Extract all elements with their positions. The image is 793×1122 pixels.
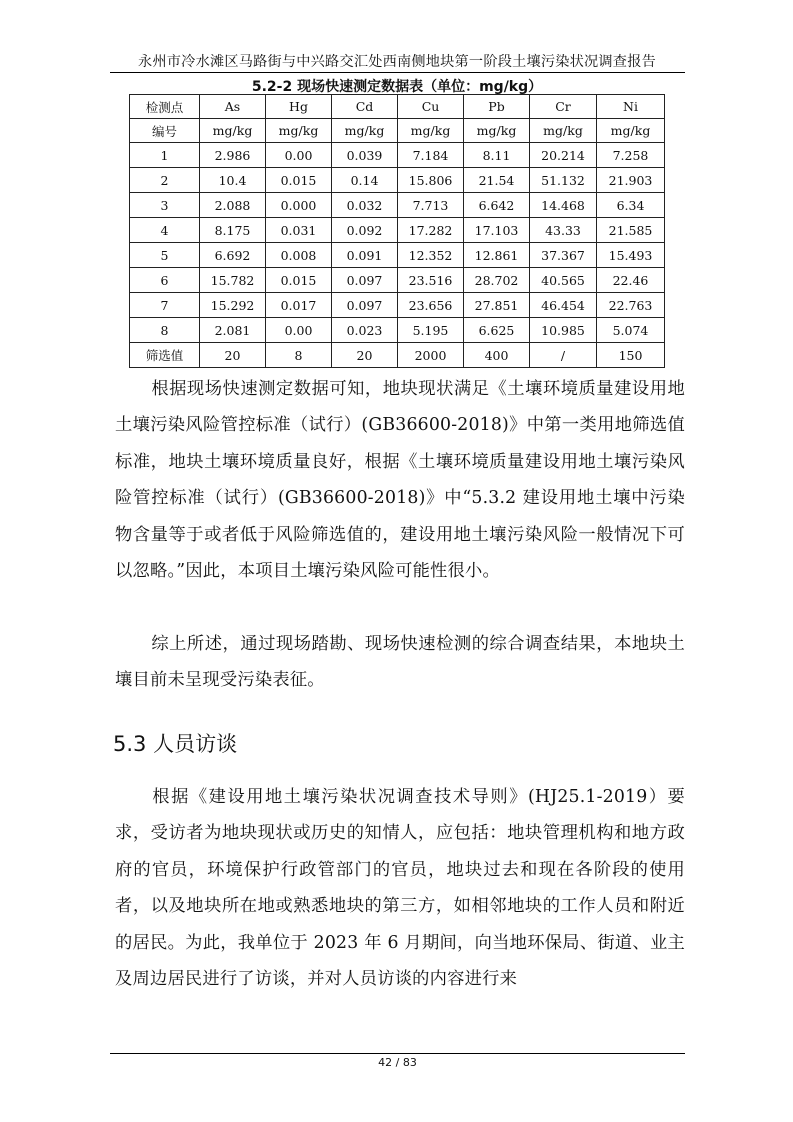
table-cell: 21.54 (464, 168, 530, 193)
table-cell: 22.763 (597, 293, 665, 318)
table-cell: Pb (464, 95, 530, 119)
table-cell: 20 (332, 343, 398, 368)
table-cell: 8.175 (200, 218, 266, 243)
table-cell: 0.015 (266, 268, 332, 293)
table-cell: 0.091 (332, 243, 398, 268)
table-cell: 15.493 (597, 243, 665, 268)
table-row (130, 193, 665, 218)
table-cell: 10.985 (530, 318, 597, 343)
table-cell: 0.017 (266, 293, 332, 318)
table-row-label: 5 (130, 243, 200, 268)
table-cell: 20 (200, 343, 266, 368)
table-cell: 400 (464, 343, 530, 368)
paragraph-text: 根据现场快速测定数据可知，地块现状满足《土壤环境质量建设用地土壤污染风险管控标准（试行）(GB36600-2018)》中第一类用地筛选值标准，地块土壤环境质量良好，根据《土壤环境质量建设用地土壤污染风险管控标准（试行）(GB36600-2018)》中“5.3.2 建设用地土壤中污染物含量等于或者低于风险筛选值的，建设用地土壤污染风险一般情况下可以忽略。”因此，本项目土壤污染风险可能性很小。 (115, 379, 685, 582)
table-cell: 22.46 (597, 268, 665, 293)
table-cell: 0.039 (332, 143, 398, 168)
table-cell: 7.184 (398, 143, 464, 168)
table-row (130, 95, 665, 119)
table-cell: 5.195 (398, 318, 464, 343)
table-cell: 37.367 (530, 243, 597, 268)
table-caption: 5.2-2 现场快速测定数据表（单位：mg/kg） (251, 79, 543, 95)
table-cell: 12.352 (398, 243, 464, 268)
paragraph-text: 根据《建设用地土壤污染状况调查技术导则》(HJ25.1-2019）要求，受访者为地块现状或历史的知情人，应包括：地块管理机构和地方政府的官员，环境保护行政管部门的官员，地块过去和现在各阶段的使用者，以及地块所在地或熟悉地块的第三方，如相邻地块的工作人员和附近的居民。为此，我单位于 2023 年 6 月期间，向当地环保局、街道、业主及周边居民进行了访谈，并对人员访谈的内容进行来 (115, 787, 685, 990)
table-cell: 0.023 (332, 318, 398, 343)
table-row (130, 218, 665, 243)
table-cell: mg/kg (332, 119, 398, 143)
table-row (130, 268, 665, 293)
table-row-label: 编号 (130, 119, 200, 143)
table-cell: 27.851 (464, 293, 530, 318)
table-row-label: 3 (130, 193, 200, 218)
table-cell: As (200, 95, 266, 119)
table-cell: 0.092 (332, 218, 398, 243)
table-cell: 0.097 (332, 293, 398, 318)
table-cell: mg/kg (200, 119, 266, 143)
footer-rule (110, 1053, 685, 1054)
table-cell: 0.00 (266, 143, 332, 168)
table-row (130, 293, 665, 318)
paragraph-summary (115, 626, 685, 699)
table-cell: 6.692 (200, 243, 266, 268)
table-row-label: 8 (130, 318, 200, 343)
table-cell: mg/kg (464, 119, 530, 143)
table-row (130, 168, 665, 193)
table-row (130, 243, 665, 268)
table-cell: Cd (332, 95, 398, 119)
table-cell: 43.33 (530, 218, 597, 243)
table-cell: 0.031 (266, 218, 332, 243)
section-heading: 5.3 人员访谈 (113, 732, 238, 756)
paragraph-interview-intro (115, 779, 685, 997)
table-cell: 6.625 (464, 318, 530, 343)
table-row-label: 7 (130, 293, 200, 318)
table-cell: 17.282 (398, 218, 464, 243)
table-cell: 28.702 (464, 268, 530, 293)
table-row (130, 119, 665, 143)
running-header: 永州市冷水滩区马路街与中兴路交汇处西南侧地块第一阶段土壤污染状况调查报告 (138, 54, 656, 70)
table-row (130, 318, 665, 343)
table-cell: 8.11 (464, 143, 530, 168)
table-cell: 0.097 (332, 268, 398, 293)
table-cell: / (530, 343, 597, 368)
table-cell: 0.000 (266, 193, 332, 218)
table-cell: 15.806 (398, 168, 464, 193)
table-cell: 7.713 (398, 193, 464, 218)
table-cell: 14.468 (530, 193, 597, 218)
table-row-label: 6 (130, 268, 200, 293)
table-cell: mg/kg (266, 119, 332, 143)
paragraph-screening-conclusion (115, 371, 685, 589)
table-cell: 6.642 (464, 193, 530, 218)
table-cell: 15.782 (200, 268, 266, 293)
table-cell: mg/kg (530, 119, 597, 143)
table-cell: 2.088 (200, 193, 266, 218)
table-cell: 12.861 (464, 243, 530, 268)
header-rule (110, 72, 685, 73)
table-cell: Cu (398, 95, 464, 119)
table-cell: mg/kg (597, 119, 665, 143)
table-cell: 2.081 (200, 318, 266, 343)
table-cell: 23.656 (398, 293, 464, 318)
table-cell: 0.008 (266, 243, 332, 268)
table-row-label: 筛选值 (130, 343, 200, 368)
table-cell: 46.454 (530, 293, 597, 318)
paragraph-text: 综上所述，通过现场踏勘、现场快速检测的综合调查结果，本地块土壤目前未呈现受污染表征。 (115, 634, 685, 691)
table-cell: 5.074 (597, 318, 665, 343)
table-cell: 23.516 (398, 268, 464, 293)
table-row (130, 343, 665, 368)
table-cell: Cr (530, 95, 597, 119)
table-cell: 0.14 (332, 168, 398, 193)
table-row-label: 4 (130, 218, 200, 243)
rapid-test-data-table (129, 94, 665, 368)
table-cell: 21.903 (597, 168, 665, 193)
table-cell: 20.214 (530, 143, 597, 168)
table-cell: Hg (266, 95, 332, 119)
table-cell: Ni (597, 95, 665, 119)
table-row (130, 143, 665, 168)
table-cell: 150 (597, 343, 665, 368)
table-cell: mg/kg (398, 119, 464, 143)
table-cell: 10.4 (200, 168, 266, 193)
table-cell: 15.292 (200, 293, 266, 318)
table-cell: 7.258 (597, 143, 665, 168)
table-cell: 21.585 (597, 218, 665, 243)
table-row-label: 2 (130, 168, 200, 193)
table-cell: 0.015 (266, 168, 332, 193)
table-cell: 0.032 (332, 193, 398, 218)
table-row-label: 检测点 (130, 95, 200, 119)
table-cell: 2000 (398, 343, 464, 368)
table-cell: 40.565 (530, 268, 597, 293)
table-cell: 0.00 (266, 318, 332, 343)
table-cell: 2.986 (200, 143, 266, 168)
table-cell: 8 (266, 343, 332, 368)
table-row-label: 1 (130, 143, 200, 168)
page-number: 42 / 83 (378, 1056, 417, 1069)
table-cell: 17.103 (464, 218, 530, 243)
table-cell: 6.34 (597, 193, 665, 218)
table-cell: 51.132 (530, 168, 597, 193)
